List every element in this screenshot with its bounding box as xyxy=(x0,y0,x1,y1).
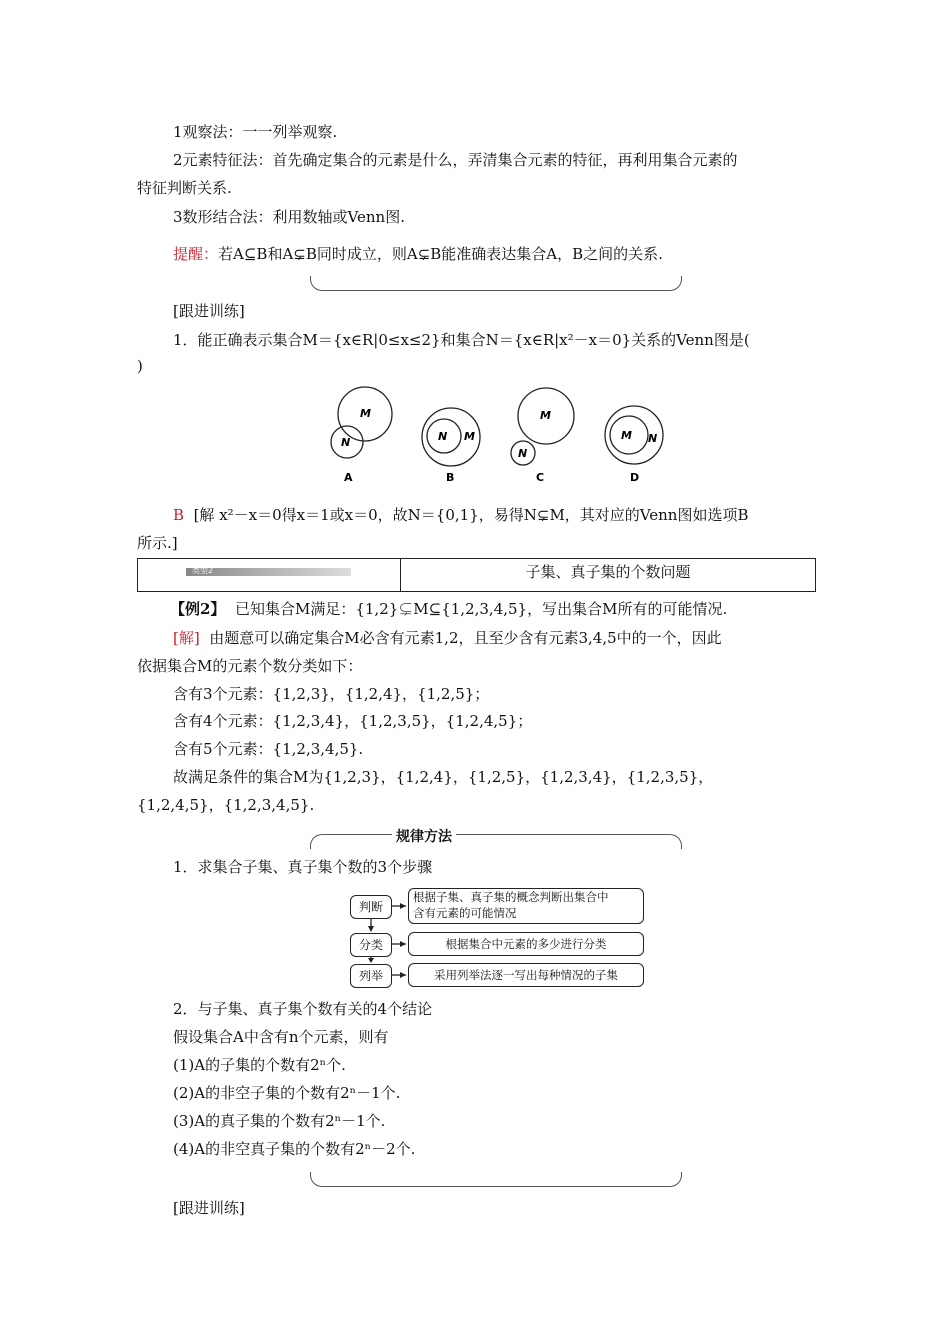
rule-c4: (4)A的非空真子集的个数有2ⁿ－2个. xyxy=(173,1140,416,1158)
venn-a-label: A xyxy=(344,471,353,484)
flow-desc-list: 采用列举法逐一写出每种情况的子集 xyxy=(408,963,644,987)
flow-desc-judge-1: 根据子集、真子集的概念判断出集合中 xyxy=(413,890,609,904)
example-label: 【例2】 xyxy=(170,600,226,618)
practice-question-end: ) xyxy=(137,357,143,375)
solution-text: [解 x²－x＝0得x＝1或x＝0，故N＝{0,1}，易得N⊊M，其对应的Venn图如选项B xyxy=(193,506,749,524)
tip-line xyxy=(173,244,853,264)
venn-d-label: D xyxy=(630,471,640,484)
practice-question: 1．能正确表示集合M＝{x∈R|0≤x≤2}和集合N＝{x∈R|x²－x＝0}关系的Venn图是( xyxy=(173,331,750,349)
practice-heading: [跟进训练] xyxy=(173,302,245,320)
rule-c2: (2)A的非空子集的个数有2ⁿ－1个. xyxy=(173,1084,401,1102)
type-tag: 类型2 xyxy=(192,566,214,575)
venn-option-b[interactable] xyxy=(422,408,480,484)
type-header-table xyxy=(137,558,816,592)
tip-text: 若A⊆B和A⊊B同时成立，则A⊊B能准确表达集合A，B之间的关系. xyxy=(218,245,663,263)
solution-text-cont: 所示.] xyxy=(137,534,178,552)
venn-d-n: N xyxy=(648,432,658,445)
solution-line1: 由题意可以确定集合M必含有元素1,2，且至少含有元素3,4,5中的一个，因此 xyxy=(209,629,722,647)
tip-label: 提醒： xyxy=(173,245,219,263)
answer-letter: B xyxy=(173,506,185,524)
flow-key-classify: 分类 xyxy=(350,933,392,957)
venn-c-m: M xyxy=(540,409,551,422)
flow-key-list: 列举 xyxy=(350,964,392,988)
practice-solution xyxy=(173,505,853,525)
venn-b-n: N xyxy=(438,430,448,443)
conclusion-line2: {1,2,4,5}，{1,2,3,4,5}. xyxy=(137,796,315,814)
flow-arrows xyxy=(350,888,640,988)
venn-b-label: B xyxy=(446,471,455,484)
rule-step-title: 1．求集合子集、真子集个数的3个步骤 xyxy=(173,858,433,876)
tip-box-bottom xyxy=(310,276,682,291)
flow-key-judge: 判断 xyxy=(350,895,392,919)
solution-label: [解] xyxy=(173,629,200,647)
rule-concl-title: 2．与子集、真子集个数有关的4个结论 xyxy=(173,1000,433,1018)
rule-box-bottom xyxy=(310,1172,682,1187)
flow-desc-classify: 根据集合中元素的多少进行分类 xyxy=(408,932,644,956)
rule-c3: (3)A的真子集的个数有2ⁿ－1个. xyxy=(173,1112,386,1130)
case-5: 含有5个元素：{1,2,3,4,5}. xyxy=(173,740,364,758)
solution-line2: 依据集合M的元素个数分类如下： xyxy=(137,657,363,675)
venn-option-c[interactable] xyxy=(511,388,574,484)
venn-option-a[interactable] xyxy=(331,387,392,484)
rule-assume: 假设集合A中含有n个元素，则有 xyxy=(173,1028,389,1046)
method-3: 3数形结合法：利用数轴或Venn图. xyxy=(173,208,405,226)
venn-d-m: M xyxy=(621,429,632,442)
type-title: 子集、真子集的个数问题 xyxy=(525,563,691,581)
venn-b-m: M xyxy=(464,430,475,443)
conclusion-line1: 故满足条件的集合M为{1,2,3}，{1,2,4}，{1,2,5}，{1,2,3,4}，{1,2,3,5}， xyxy=(173,768,714,786)
example-solution xyxy=(173,628,853,648)
case-4: 含有4个元素：{1,2,3,4}，{1,2,3,5}，{1,2,4,5}； xyxy=(173,712,533,730)
example-line xyxy=(170,599,850,619)
type-tag-cell xyxy=(138,559,401,591)
rule-banner: 规律方法 xyxy=(392,826,456,846)
flowchart xyxy=(350,888,640,988)
venn-a-m: M xyxy=(360,407,371,420)
case-3: 含有3个元素：{1,2,3}，{1,2,4}，{1,2,5}； xyxy=(173,685,490,703)
method-2: 2元素特征法：首先确定集合的元素是什么，弄清集合元素的特征，再利用集合元素的 xyxy=(173,151,738,169)
rule-c1: (1)A的子集的个数有2ⁿ个. xyxy=(173,1056,346,1074)
method-2-cont: 特征判断关系. xyxy=(137,179,232,197)
venn-c-label: C xyxy=(536,471,545,484)
flow-desc-judge-2: 含有元素的可能情况 xyxy=(413,906,517,920)
venn-a-n: N xyxy=(341,436,351,449)
example-text: 已知集合M满足：{1,2}⊊M⊆{1,2,3,4,5}，写出集合M所有的可能情况. xyxy=(234,600,728,618)
venn-c-n: N xyxy=(518,447,528,460)
method-1: 1观察法：一一列举观察. xyxy=(173,123,338,141)
venn-diagrams xyxy=(320,382,680,488)
practice2-heading: [跟进训练] xyxy=(173,1199,245,1217)
rule-box-top xyxy=(310,834,682,849)
venn-option-d[interactable] xyxy=(605,406,663,484)
